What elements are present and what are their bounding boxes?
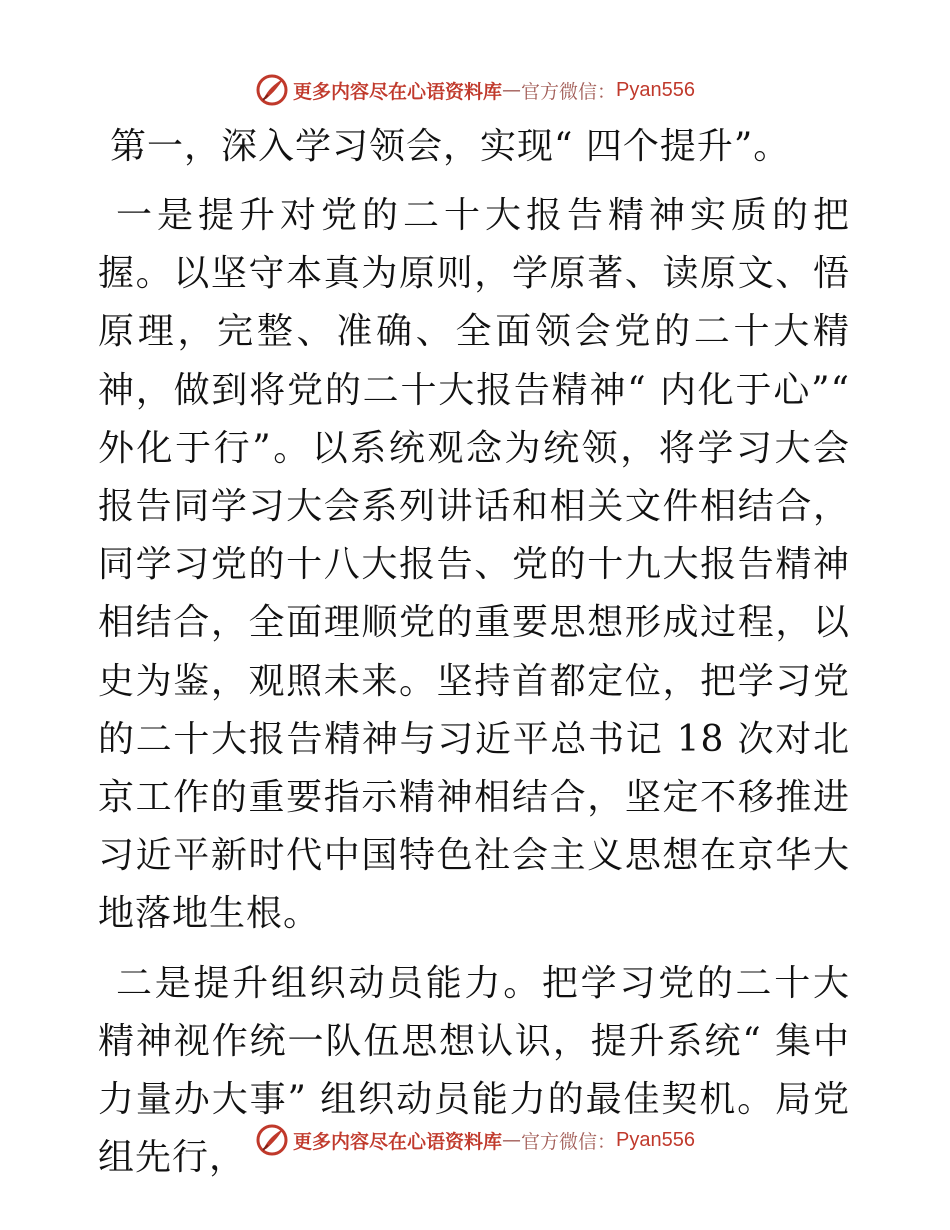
header-watermark-banner — [0, 68, 950, 112]
section-heading: 第一，深入学习领会，实现“ 四个提升”。 — [110, 126, 791, 167]
banner-main-text: 更多内容尽在心语资料库 — [293, 80, 503, 103]
banner-wechat-label: 官方微信： — [521, 80, 617, 103]
quill-logo-icon — [255, 1123, 289, 1157]
banner-dash: — — [502, 1129, 522, 1151]
banner-wechat-id: Pyan556 — [616, 1128, 695, 1151]
paragraph-1: 一是提升对党的二十大报告精神实质的把握。以坚守本真为原则，学原著、读原文、悟原理，完整、准确、全面领会党的二十大精神，做到将党的二十大报告精神“ 内化于心”“ 外化于行”。以系统观念为统领，将学习大会报告同学习大会系列讲话和相关文件相结合，同学习党的十八大报告、党的十九大报告精神相结合，全面理顺党的重要思想形成过程，以史为鉴，观照未来。坚持首都定位，把学习党的二十大报告精神与习近平总书记 18 次对北京工作的重要指示精神相结合，坚定不移推进习近平新时代中国特色社会主义思想在京华大地落地生根。 — [98, 195, 850, 935]
banner-dash: — — [502, 79, 522, 101]
banner-wechat-id: Pyan556 — [616, 78, 695, 101]
quill-logo-icon — [255, 73, 289, 107]
paragraph-2: 二是提升组织动员能力。把学习党的二十大精神视作统一队伍思想认识，提升系统“ 集中力量办大事” 组织动员能力的最佳契机。局党组先行， — [98, 962, 850, 1179]
banner-main-text: 更多内容尽在心语资料库 — [293, 1130, 503, 1153]
banner-wechat-label: 官方微信： — [521, 1130, 617, 1153]
footer-watermark-banner — [0, 1118, 950, 1162]
document-body — [98, 118, 850, 1198]
